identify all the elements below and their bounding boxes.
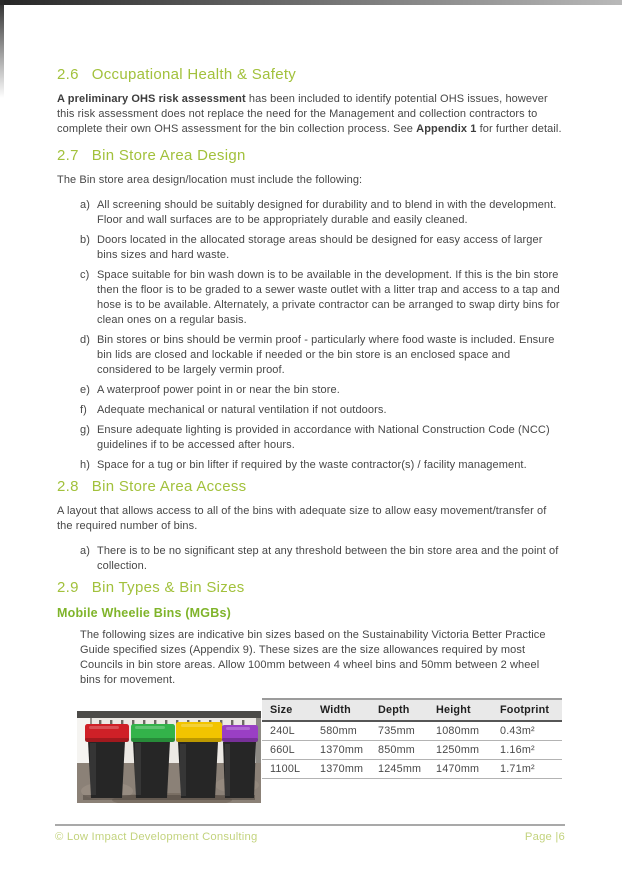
- table-header-row: [262, 699, 562, 721]
- section-number: 2.7: [57, 147, 79, 164]
- bins-photo: [77, 711, 261, 803]
- fence-top-rail: [77, 711, 261, 718]
- list-item-e: [57, 383, 562, 398]
- list-item-f: [57, 403, 562, 418]
- cell: 735mm: [370, 721, 428, 741]
- item-label: g): [80, 424, 90, 436]
- item-text: Bin stores or bins should be vermin proof - particularly where food waste is included. Ensure bin lids are closed and lockable if needed or the bin store is an enclosed space and considered to be largely vermin proof.: [97, 334, 555, 376]
- bin-sizes-table: [262, 698, 562, 779]
- item-text: Doors located in the allocated storage areas should be designed for easy access of larger bins sizes and hard waste.: [97, 234, 543, 261]
- cell: 1245mm: [370, 760, 428, 779]
- text-run: for further detail.: [476, 123, 562, 135]
- cell: 1250mm: [428, 741, 492, 760]
- design-intro: The Bin store area design/location must include the following:: [57, 174, 363, 186]
- list-item-b: [57, 233, 562, 263]
- bold-run: Appendix 1: [416, 123, 477, 135]
- section-heading-2-7: [57, 147, 562, 164]
- cell: 850mm: [370, 741, 428, 760]
- item-label: d): [80, 334, 90, 346]
- text-run: has been included to identify potential OHS issues, however this risk assessment does not replace the need for the Management and collection contractors to complete their own OHS assessment for the bin collection process. See: [57, 93, 548, 135]
- section-heading-2-6: [57, 66, 562, 83]
- design-list: [57, 198, 562, 473]
- item-label: h): [80, 459, 90, 471]
- cell: 1.16m²: [492, 741, 562, 760]
- section-number: 2.9: [57, 579, 79, 596]
- section-title: Occupational Health & Safety: [91, 66, 297, 83]
- col-header-depth: Depth: [370, 699, 428, 721]
- cell: 580mm: [312, 721, 370, 741]
- list-item-a: [57, 544, 562, 574]
- list-item-c: [57, 268, 562, 328]
- cell: 1470mm: [428, 760, 492, 779]
- item-label: e): [80, 384, 90, 396]
- scan-edge-left: [0, 0, 4, 98]
- col-header-width: Width: [312, 699, 370, 721]
- item-label: f): [80, 404, 87, 416]
- section-title: Bin Store Area Access: [91, 478, 247, 495]
- section-number: 2.6: [57, 66, 79, 83]
- cell: 1370mm: [312, 760, 370, 779]
- item-text: A waterproof power point in or near the bin store.: [97, 384, 340, 396]
- item-text: There is to be no significant step at any threshold between the bin store area and the point of collection.: [97, 545, 559, 572]
- cell: 1080mm: [428, 721, 492, 741]
- item-label: c): [80, 269, 90, 281]
- list-item-g: [57, 423, 562, 453]
- scan-edge-top: [0, 0, 622, 5]
- table-row: [262, 741, 562, 760]
- section-title: Bin Types & Bin Sizes: [91, 579, 245, 596]
- bold-run: A preliminary OHS risk assessment: [57, 93, 246, 105]
- subheading-mgb: Mobile Wheelie Bins (MGBs): [57, 606, 231, 620]
- footer-copyright: © Low Impact Development Consulting: [55, 831, 258, 843]
- list-item-h: [57, 458, 562, 473]
- item-text: Ensure adequate lighting is provided in accordance with National Construction Code (NCC) guidelines if to be accessed after hours.: [97, 424, 550, 451]
- mgb-paragraph: The following sizes are indicative bin sizes based on the Sustainability Victoria Better Practice Guide specified sizes (Appendix 9). These sizes are the size allowances required by most Councils in bin store areas. Allow 100mm between 4 wheel bins and 50mm between 2 wheel bins for movement.: [80, 629, 546, 686]
- section-title: Bin Store Area Design: [91, 147, 246, 164]
- section-heading-2-8: [57, 478, 562, 495]
- col-header-size: Size: [262, 699, 312, 721]
- item-label: a): [80, 545, 90, 557]
- cell: 0.43m²: [492, 721, 562, 741]
- item-text: Adequate mechanical or natural ventilation if not outdoors.: [97, 404, 387, 416]
- item-text: Space suitable for bin wash down is to be available in the development. If this is the bin store then the floor is to be graded to a sewer waste outlet with a litter trap and access to a tap and hose is to be available. Alternately, a private contractor can be arranged to swap dirty bins for clean ones on a regular basis.: [97, 269, 560, 326]
- item-text: Space for a tug or bin lifter if required by the waste contractor(s) / facility management.: [97, 459, 527, 471]
- access-list: [57, 544, 562, 574]
- col-header-footprint: Footprint: [492, 699, 562, 721]
- item-label: b): [80, 234, 90, 246]
- cell: 660L: [262, 741, 312, 760]
- cell: 240L: [262, 721, 312, 741]
- section-heading-2-9: [57, 579, 562, 596]
- item-text: All screening should be suitably designed for durability and to blend in with the development. Floor and wall surfaces are to be appropriately durable and easily cleaned.: [97, 199, 557, 226]
- photo-and-table-row: [77, 698, 562, 803]
- table-row: [262, 760, 562, 779]
- lid-front-lips: [85, 738, 258, 742]
- cell: 1370mm: [312, 741, 370, 760]
- section-number: 2.8: [57, 478, 79, 495]
- list-item-d: [57, 333, 562, 378]
- col-header-height: Height: [428, 699, 492, 721]
- cell: 1100L: [262, 760, 312, 779]
- footer-page-number: Page |6: [524, 831, 565, 843]
- page-footer: [55, 824, 565, 843]
- item-label: a): [80, 199, 90, 211]
- table-row: [262, 721, 562, 741]
- list-item-a: [57, 198, 562, 228]
- access-paragraph: A layout that allows access to all of the bins with adequate size to allow easy movement/transfer of the required number of bins.: [57, 505, 547, 532]
- ohs-paragraph: [57, 92, 562, 137]
- cell: 1.71m²: [492, 760, 562, 779]
